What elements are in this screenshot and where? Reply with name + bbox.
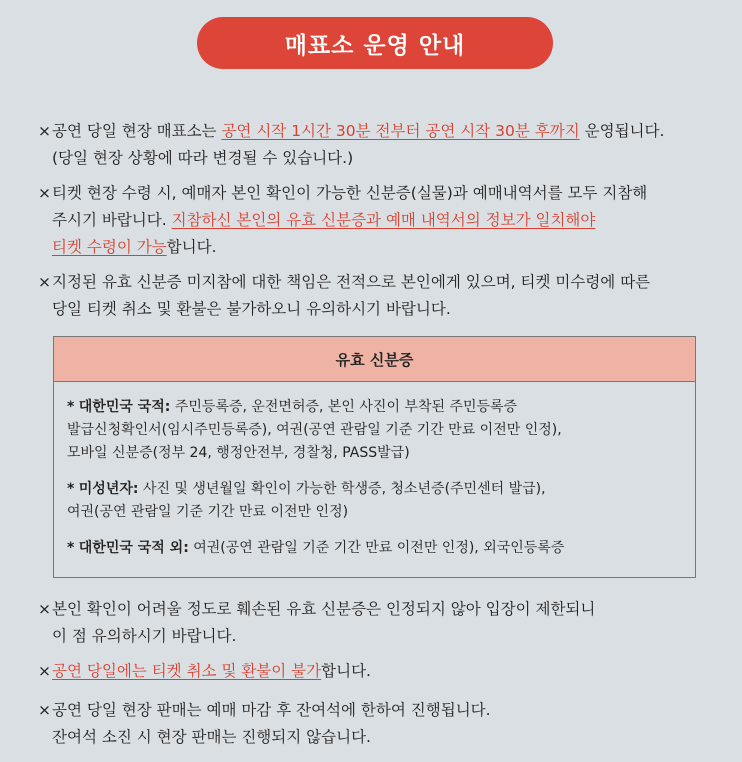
notice-item [38,269,728,323]
notice-highlight: 티켓 수령이 가능 [52,238,167,256]
bullet-x-icon: × [38,701,51,719]
notice-text: 이 점 유의하시기 바랍니다. [52,627,237,645]
valid-id-heading: 유효 신분증 [54,337,695,382]
id-group-label: 대한민국 국적: [78,399,171,415]
bullet-x-icon: × [38,122,51,140]
notice-text: 지정된 유효 신분증 미지참에 대한 책임은 전적으로 본인에게 있으며, 티켓 미수령에 따른 [52,273,651,291]
page-title: 매표소 운영 안내 [197,17,553,69]
notice-text: 잔여석 소진 시 현장 판매는 진행되지 않습니다. [52,728,371,746]
notice-item [38,596,728,650]
id-group-minor [67,478,695,524]
notice-text: 당일 티켓 취소 및 환불은 불가하오니 유의하시기 바랍니다. [52,300,451,318]
id-group-foreign [67,537,695,560]
notice-item [38,118,728,172]
bullet-x-icon: × [38,600,51,618]
valid-id-box [53,336,696,578]
id-group-text: 모바일 신분증(정부 24, 행정안전부, 경찰청, PASS발급) [67,445,410,461]
notice-highlight: 공연 당일에는 티켓 취소 및 환불이 불가 [52,662,322,680]
notice-text: 공연 당일 현장 판매는 예매 마감 후 잔여석에 한하여 진행됩니다. [52,701,491,719]
bullet-x-icon: × [38,662,51,680]
notice-text: 합니다. [166,238,217,256]
notice-highlight: 공연 시작 1시간 30분 전부터 공연 시작 30분 후까지 [221,122,580,140]
id-group-text: 여권(공연 관람일 기준 기간 만료 이전만 인정) [67,504,349,520]
bullet-x-icon: × [38,184,51,202]
notice-item [38,180,728,261]
notice-highlight: 지참하신 본인의 유효 신분증과 예매 내역서의 정보가 일치해야 [171,211,596,229]
id-group-korean [67,396,695,465]
id-group-text: 발급신청확인서(임시주민등록증), 여권(공연 관람일 기준 기간 만료 이전만 인정), [67,422,562,438]
id-group-text: 사진 및 생년월일 확인이 가능한 학생증, 청소년증(주민센터 발급), [138,481,546,497]
notice-item [38,697,728,751]
notice-text: 운영됩니다. [579,122,665,140]
star-icon: * [67,540,75,556]
notice-text: 본인 확인이 어려울 정도로 훼손된 유효 신분증은 인정되지 않아 입장이 제한되니 [52,600,596,618]
star-icon: * [67,399,75,415]
notice-text: (당일 현장 상황에 따라 변경될 수 있습니다.) [52,149,354,167]
star-icon: * [67,481,75,497]
id-group-text: 여권(공연 관람일 기준 기간 만료 이전만 인정), 외국인등록증 [188,540,565,556]
notice-text: 합니다. [321,662,371,680]
id-group-label: 대한민국 국적 외: [78,540,189,556]
bullet-x-icon: × [38,273,51,291]
notice-text: 주시기 바랍니다. [52,211,172,229]
id-group-label: 미성년자: [78,481,139,497]
id-group-text: 주민등록증, 운전면허증, 본인 사진이 부착된 주민등록증 [170,399,518,415]
notice-text: 티켓 현장 수령 시, 예매자 본인 확인이 가능한 신분증(실물)과 예매내역서를 모두 지참해 [52,184,648,202]
notice-item [38,658,728,685]
notice-text: 공연 당일 현장 매표소는 [52,122,222,140]
